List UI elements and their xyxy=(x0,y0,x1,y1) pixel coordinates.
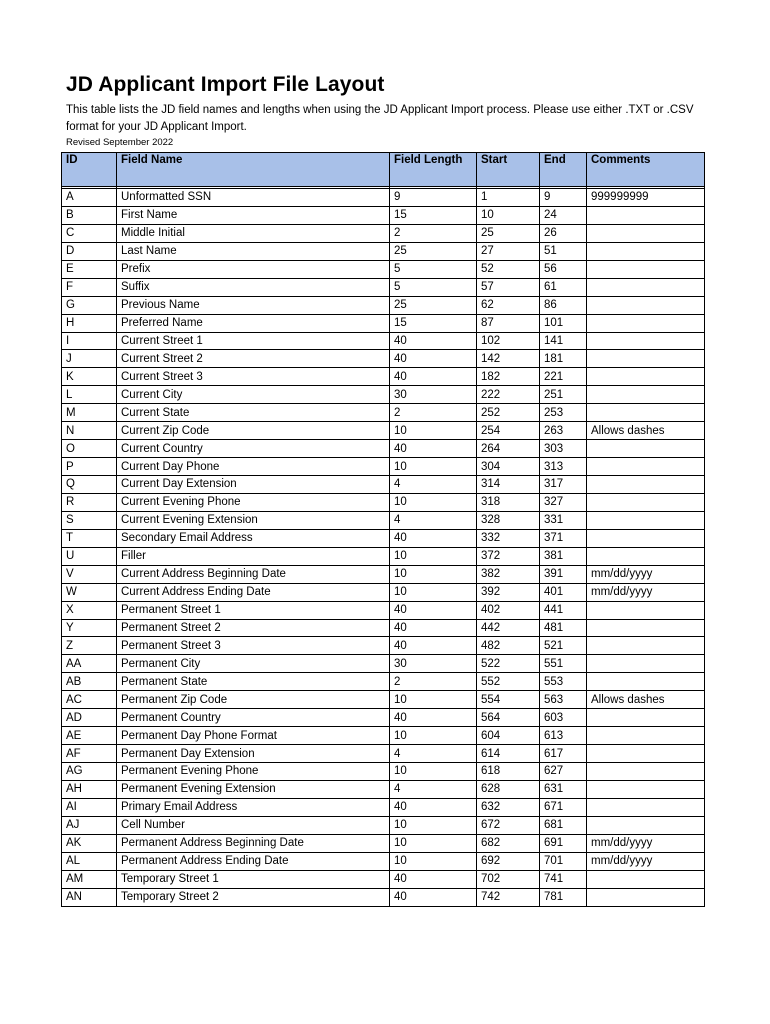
cell-end: 553 xyxy=(540,673,587,691)
cell-start: 442 xyxy=(477,619,540,637)
cell-id: AI xyxy=(62,798,117,816)
cell-end: 627 xyxy=(540,763,587,781)
header-id: ID xyxy=(62,153,117,187)
table-row xyxy=(62,601,705,619)
cell-field-name: Previous Name xyxy=(117,296,390,314)
table-row xyxy=(62,709,705,727)
cell-comments xyxy=(587,242,705,260)
cell-field-length: 10 xyxy=(390,583,477,601)
cell-field-length: 10 xyxy=(390,727,477,745)
cell-comments xyxy=(587,296,705,314)
table-row xyxy=(62,493,705,511)
cell-end: 481 xyxy=(540,619,587,637)
cell-field-length: 4 xyxy=(390,476,477,494)
cell-id: AB xyxy=(62,673,117,691)
cell-field-name: Current Address Beginning Date xyxy=(117,565,390,583)
cell-comments xyxy=(587,350,705,368)
table-row xyxy=(62,763,705,781)
cell-field-length: 10 xyxy=(390,834,477,852)
cell-end: 51 xyxy=(540,242,587,260)
cell-field-length: 4 xyxy=(390,780,477,798)
cell-comments xyxy=(587,601,705,619)
cell-start: 328 xyxy=(477,511,540,529)
header-row xyxy=(62,153,705,187)
table-row xyxy=(62,852,705,870)
cell-field-length: 10 xyxy=(390,458,477,476)
cell-field-length: 2 xyxy=(390,673,477,691)
cell-comments xyxy=(587,727,705,745)
cell-start: 632 xyxy=(477,798,540,816)
cell-start: 52 xyxy=(477,260,540,278)
cell-field-length: 30 xyxy=(390,386,477,404)
cell-start: 87 xyxy=(477,314,540,332)
table-row xyxy=(62,278,705,296)
cell-field-length: 10 xyxy=(390,565,477,583)
cell-start: 402 xyxy=(477,601,540,619)
cell-field-length: 25 xyxy=(390,242,477,260)
cell-comments xyxy=(587,458,705,476)
cell-id: AL xyxy=(62,852,117,870)
cell-start: 10 xyxy=(477,206,540,224)
cell-end: 56 xyxy=(540,260,587,278)
cell-comments xyxy=(587,260,705,278)
cell-field-name: Permanent Evening Extension xyxy=(117,780,390,798)
header-field-length: Field Length xyxy=(390,153,477,187)
cell-start: 25 xyxy=(477,224,540,242)
table-row xyxy=(62,422,705,440)
cell-comments xyxy=(587,386,705,404)
cell-id: AH xyxy=(62,780,117,798)
cell-id: W xyxy=(62,583,117,601)
cell-field-length: 40 xyxy=(390,709,477,727)
cell-field-name: Permanent State xyxy=(117,673,390,691)
cell-field-name: Current Day Phone xyxy=(117,458,390,476)
cell-id: A xyxy=(62,189,117,207)
cell-end: 781 xyxy=(540,888,587,906)
cell-end: 141 xyxy=(540,332,587,350)
cell-field-name: Prefix xyxy=(117,260,390,278)
cell-field-name: Unformatted SSN xyxy=(117,189,390,207)
revision-note: Revised September 2022 xyxy=(66,137,174,148)
cell-id: J xyxy=(62,350,117,368)
cell-field-length: 40 xyxy=(390,601,477,619)
table-row xyxy=(62,529,705,547)
cell-field-name: Permanent Evening Phone xyxy=(117,763,390,781)
cell-comments: Allows dashes xyxy=(587,422,705,440)
table-row xyxy=(62,834,705,852)
cell-field-name: Current City xyxy=(117,386,390,404)
cell-end: 741 xyxy=(540,870,587,888)
cell-id: F xyxy=(62,278,117,296)
cell-end: 86 xyxy=(540,296,587,314)
cell-start: 222 xyxy=(477,386,540,404)
cell-field-length: 40 xyxy=(390,870,477,888)
table-row xyxy=(62,350,705,368)
cell-field-length: 15 xyxy=(390,314,477,332)
table-body xyxy=(62,187,705,907)
cell-id: AJ xyxy=(62,816,117,834)
cell-id: P xyxy=(62,458,117,476)
cell-field-name: Current State xyxy=(117,404,390,422)
table-row xyxy=(62,386,705,404)
cell-field-name: Current Street 1 xyxy=(117,332,390,350)
cell-comments xyxy=(587,637,705,655)
document-intro: This table lists the JD field names and lengths when using the JD Applicant Import process. Please use either .TXT or .CSV format for your JD Applicant Import. xyxy=(66,104,694,133)
cell-start: 314 xyxy=(477,476,540,494)
table-row xyxy=(62,691,705,709)
cell-id: Y xyxy=(62,619,117,637)
cell-field-name: Permanent Street 2 xyxy=(117,619,390,637)
cell-id: T xyxy=(62,529,117,547)
table-row xyxy=(62,440,705,458)
table-row xyxy=(62,332,705,350)
cell-id: K xyxy=(62,368,117,386)
cell-id: AD xyxy=(62,709,117,727)
cell-field-name: Permanent Country xyxy=(117,709,390,727)
cell-field-length: 5 xyxy=(390,260,477,278)
cell-end: 331 xyxy=(540,511,587,529)
cell-id: G xyxy=(62,296,117,314)
cell-comments xyxy=(587,547,705,565)
cell-field-name: Current Zip Code xyxy=(117,422,390,440)
cell-field-length: 9 xyxy=(390,189,477,207)
cell-field-length: 10 xyxy=(390,547,477,565)
cell-field-name: Temporary Street 1 xyxy=(117,870,390,888)
table-row xyxy=(62,727,705,745)
cell-start: 552 xyxy=(477,673,540,691)
table-row xyxy=(62,368,705,386)
cell-id: AC xyxy=(62,691,117,709)
header-comments: Comments xyxy=(587,153,705,187)
cell-comments xyxy=(587,368,705,386)
cell-id: AM xyxy=(62,870,117,888)
cell-comments xyxy=(587,476,705,494)
cell-field-name: Permanent Street 3 xyxy=(117,637,390,655)
cell-field-name: Current Address Ending Date xyxy=(117,583,390,601)
cell-end: 613 xyxy=(540,727,587,745)
cell-field-length: 40 xyxy=(390,637,477,655)
cell-end: 551 xyxy=(540,655,587,673)
cell-id: N xyxy=(62,422,117,440)
cell-comments xyxy=(587,745,705,763)
cell-start: 702 xyxy=(477,870,540,888)
cell-start: 264 xyxy=(477,440,540,458)
cell-start: 614 xyxy=(477,745,540,763)
cell-id: D xyxy=(62,242,117,260)
cell-start: 332 xyxy=(477,529,540,547)
cell-comments: mm/dd/yyyy xyxy=(587,583,705,601)
cell-comments xyxy=(587,763,705,781)
cell-comments xyxy=(587,224,705,242)
table-row xyxy=(62,224,705,242)
cell-field-name: Last Name xyxy=(117,242,390,260)
cell-field-name: Permanent Address Beginning Date xyxy=(117,834,390,852)
table-row xyxy=(62,404,705,422)
table-header xyxy=(62,153,705,187)
cell-start: 252 xyxy=(477,404,540,422)
cell-field-name: Permanent Day Extension xyxy=(117,745,390,763)
cell-field-length: 2 xyxy=(390,224,477,242)
cell-field-length: 4 xyxy=(390,745,477,763)
cell-end: 681 xyxy=(540,816,587,834)
cell-start: 318 xyxy=(477,493,540,511)
cell-field-name: First Name xyxy=(117,206,390,224)
cell-start: 392 xyxy=(477,583,540,601)
cell-comments xyxy=(587,798,705,816)
cell-end: 631 xyxy=(540,780,587,798)
cell-end: 181 xyxy=(540,350,587,368)
table-row xyxy=(62,260,705,278)
table-row xyxy=(62,206,705,224)
cell-end: 381 xyxy=(540,547,587,565)
table-row xyxy=(62,189,705,207)
cell-field-name: Permanent Address Ending Date xyxy=(117,852,390,870)
header-field-name: Field Name xyxy=(117,153,390,187)
cell-id: O xyxy=(62,440,117,458)
cell-field-name: Primary Email Address xyxy=(117,798,390,816)
cell-comments xyxy=(587,655,705,673)
cell-comments: 999999999 xyxy=(587,189,705,207)
cell-id: AN xyxy=(62,888,117,906)
cell-field-name: Permanent Street 1 xyxy=(117,601,390,619)
cell-field-length: 10 xyxy=(390,852,477,870)
cell-start: 142 xyxy=(477,350,540,368)
cell-end: 521 xyxy=(540,637,587,655)
cell-start: 304 xyxy=(477,458,540,476)
table-row xyxy=(62,870,705,888)
cell-field-name: Permanent Zip Code xyxy=(117,691,390,709)
cell-id: AA xyxy=(62,655,117,673)
table-row xyxy=(62,816,705,834)
cell-start: 522 xyxy=(477,655,540,673)
cell-id: B xyxy=(62,206,117,224)
cell-field-length: 25 xyxy=(390,296,477,314)
cell-start: 672 xyxy=(477,816,540,834)
cell-end: 617 xyxy=(540,745,587,763)
cell-field-name: Permanent Day Phone Format xyxy=(117,727,390,745)
table-row xyxy=(62,637,705,655)
cell-comments xyxy=(587,888,705,906)
cell-field-length: 40 xyxy=(390,529,477,547)
document-title: JD Applicant Import File Layout xyxy=(66,73,385,96)
cell-field-length: 40 xyxy=(390,888,477,906)
cell-id: AK xyxy=(62,834,117,852)
cell-id: M xyxy=(62,404,117,422)
cell-id: AE xyxy=(62,727,117,745)
cell-id: S xyxy=(62,511,117,529)
table-row xyxy=(62,476,705,494)
cell-field-length: 10 xyxy=(390,493,477,511)
cell-end: 391 xyxy=(540,565,587,583)
cell-end: 603 xyxy=(540,709,587,727)
cell-comments xyxy=(587,673,705,691)
cell-end: 671 xyxy=(540,798,587,816)
header-end: End xyxy=(540,153,587,187)
cell-field-length: 4 xyxy=(390,511,477,529)
cell-start: 372 xyxy=(477,547,540,565)
import-layout-table xyxy=(61,152,705,907)
cell-comments xyxy=(587,511,705,529)
cell-comments xyxy=(587,619,705,637)
cell-comments xyxy=(587,780,705,798)
table-row xyxy=(62,583,705,601)
cell-id: AF xyxy=(62,745,117,763)
cell-id: I xyxy=(62,332,117,350)
cell-comments xyxy=(587,332,705,350)
cell-id: Z xyxy=(62,637,117,655)
cell-field-name: Cell Number xyxy=(117,816,390,834)
cell-field-name: Preferred Name xyxy=(117,314,390,332)
cell-end: 221 xyxy=(540,368,587,386)
table-row xyxy=(62,458,705,476)
table-row xyxy=(62,565,705,583)
cell-end: 26 xyxy=(540,224,587,242)
cell-comments xyxy=(587,709,705,727)
cell-field-name: Permanent City xyxy=(117,655,390,673)
cell-id: C xyxy=(62,224,117,242)
cell-field-length: 15 xyxy=(390,206,477,224)
cell-end: 101 xyxy=(540,314,587,332)
cell-id: V xyxy=(62,565,117,583)
cell-start: 742 xyxy=(477,888,540,906)
cell-start: 482 xyxy=(477,637,540,655)
cell-end: 701 xyxy=(540,852,587,870)
cell-comments: mm/dd/yyyy xyxy=(587,565,705,583)
table-row xyxy=(62,619,705,637)
cell-field-length: 10 xyxy=(390,422,477,440)
cell-end: 61 xyxy=(540,278,587,296)
cell-start: 182 xyxy=(477,368,540,386)
cell-id: U xyxy=(62,547,117,565)
cell-end: 691 xyxy=(540,834,587,852)
cell-start: 27 xyxy=(477,242,540,260)
table-row xyxy=(62,798,705,816)
cell-field-name: Secondary Email Address xyxy=(117,529,390,547)
cell-end: 24 xyxy=(540,206,587,224)
cell-comments xyxy=(587,870,705,888)
cell-field-length: 2 xyxy=(390,404,477,422)
cell-start: 682 xyxy=(477,834,540,852)
cell-end: 9 xyxy=(540,189,587,207)
cell-end: 303 xyxy=(540,440,587,458)
cell-field-name: Temporary Street 2 xyxy=(117,888,390,906)
cell-start: 604 xyxy=(477,727,540,745)
cell-start: 692 xyxy=(477,852,540,870)
cell-start: 382 xyxy=(477,565,540,583)
cell-id: R xyxy=(62,493,117,511)
cell-end: 251 xyxy=(540,386,587,404)
cell-end: 563 xyxy=(540,691,587,709)
cell-comments: mm/dd/yyyy xyxy=(587,852,705,870)
cell-comments: Allows dashes xyxy=(587,691,705,709)
cell-end: 371 xyxy=(540,529,587,547)
cell-end: 327 xyxy=(540,493,587,511)
cell-field-name: Current Evening Phone xyxy=(117,493,390,511)
header-start: Start xyxy=(477,153,540,187)
cell-id: H xyxy=(62,314,117,332)
cell-start: 254 xyxy=(477,422,540,440)
table-row xyxy=(62,745,705,763)
cell-comments xyxy=(587,440,705,458)
cell-end: 313 xyxy=(540,458,587,476)
table-row xyxy=(62,296,705,314)
table-row xyxy=(62,511,705,529)
cell-field-name: Suffix xyxy=(117,278,390,296)
cell-field-length: 40 xyxy=(390,332,477,350)
table-row xyxy=(62,242,705,260)
cell-start: 628 xyxy=(477,780,540,798)
cell-id: X xyxy=(62,601,117,619)
cell-id: AG xyxy=(62,763,117,781)
cell-field-length: 30 xyxy=(390,655,477,673)
cell-field-length: 40 xyxy=(390,368,477,386)
cell-field-length: 40 xyxy=(390,350,477,368)
cell-start: 618 xyxy=(477,763,540,781)
cell-comments xyxy=(587,206,705,224)
cell-field-length: 10 xyxy=(390,691,477,709)
cell-start: 1 xyxy=(477,189,540,207)
cell-comments: mm/dd/yyyy xyxy=(587,834,705,852)
cell-field-name: Current Day Extension xyxy=(117,476,390,494)
table-row xyxy=(62,655,705,673)
cell-id: Q xyxy=(62,476,117,494)
cell-end: 253 xyxy=(540,404,587,422)
cell-field-length: 5 xyxy=(390,278,477,296)
cell-comments xyxy=(587,278,705,296)
cell-end: 263 xyxy=(540,422,587,440)
table-row xyxy=(62,780,705,798)
table-row xyxy=(62,888,705,906)
cell-field-name: Current Evening Extension xyxy=(117,511,390,529)
cell-field-length: 10 xyxy=(390,816,477,834)
table-row xyxy=(62,673,705,691)
cell-field-name: Current Street 3 xyxy=(117,368,390,386)
cell-start: 57 xyxy=(477,278,540,296)
cell-start: 102 xyxy=(477,332,540,350)
cell-end: 401 xyxy=(540,583,587,601)
cell-field-length: 10 xyxy=(390,763,477,781)
table-row xyxy=(62,547,705,565)
cell-end: 317 xyxy=(540,476,587,494)
cell-start: 554 xyxy=(477,691,540,709)
cell-field-length: 40 xyxy=(390,798,477,816)
cell-start: 62 xyxy=(477,296,540,314)
table-row xyxy=(62,314,705,332)
cell-field-length: 40 xyxy=(390,440,477,458)
cell-field-name: Current Country xyxy=(117,440,390,458)
cell-field-name: Middle Initial xyxy=(117,224,390,242)
cell-comments xyxy=(587,404,705,422)
cell-field-name: Current Street 2 xyxy=(117,350,390,368)
cell-comments xyxy=(587,816,705,834)
cell-comments xyxy=(587,529,705,547)
cell-field-length: 40 xyxy=(390,619,477,637)
cell-start: 564 xyxy=(477,709,540,727)
cell-id: E xyxy=(62,260,117,278)
cell-comments xyxy=(587,493,705,511)
cell-id: L xyxy=(62,386,117,404)
cell-end: 441 xyxy=(540,601,587,619)
cell-comments xyxy=(587,314,705,332)
cell-field-name: Filler xyxy=(117,547,390,565)
